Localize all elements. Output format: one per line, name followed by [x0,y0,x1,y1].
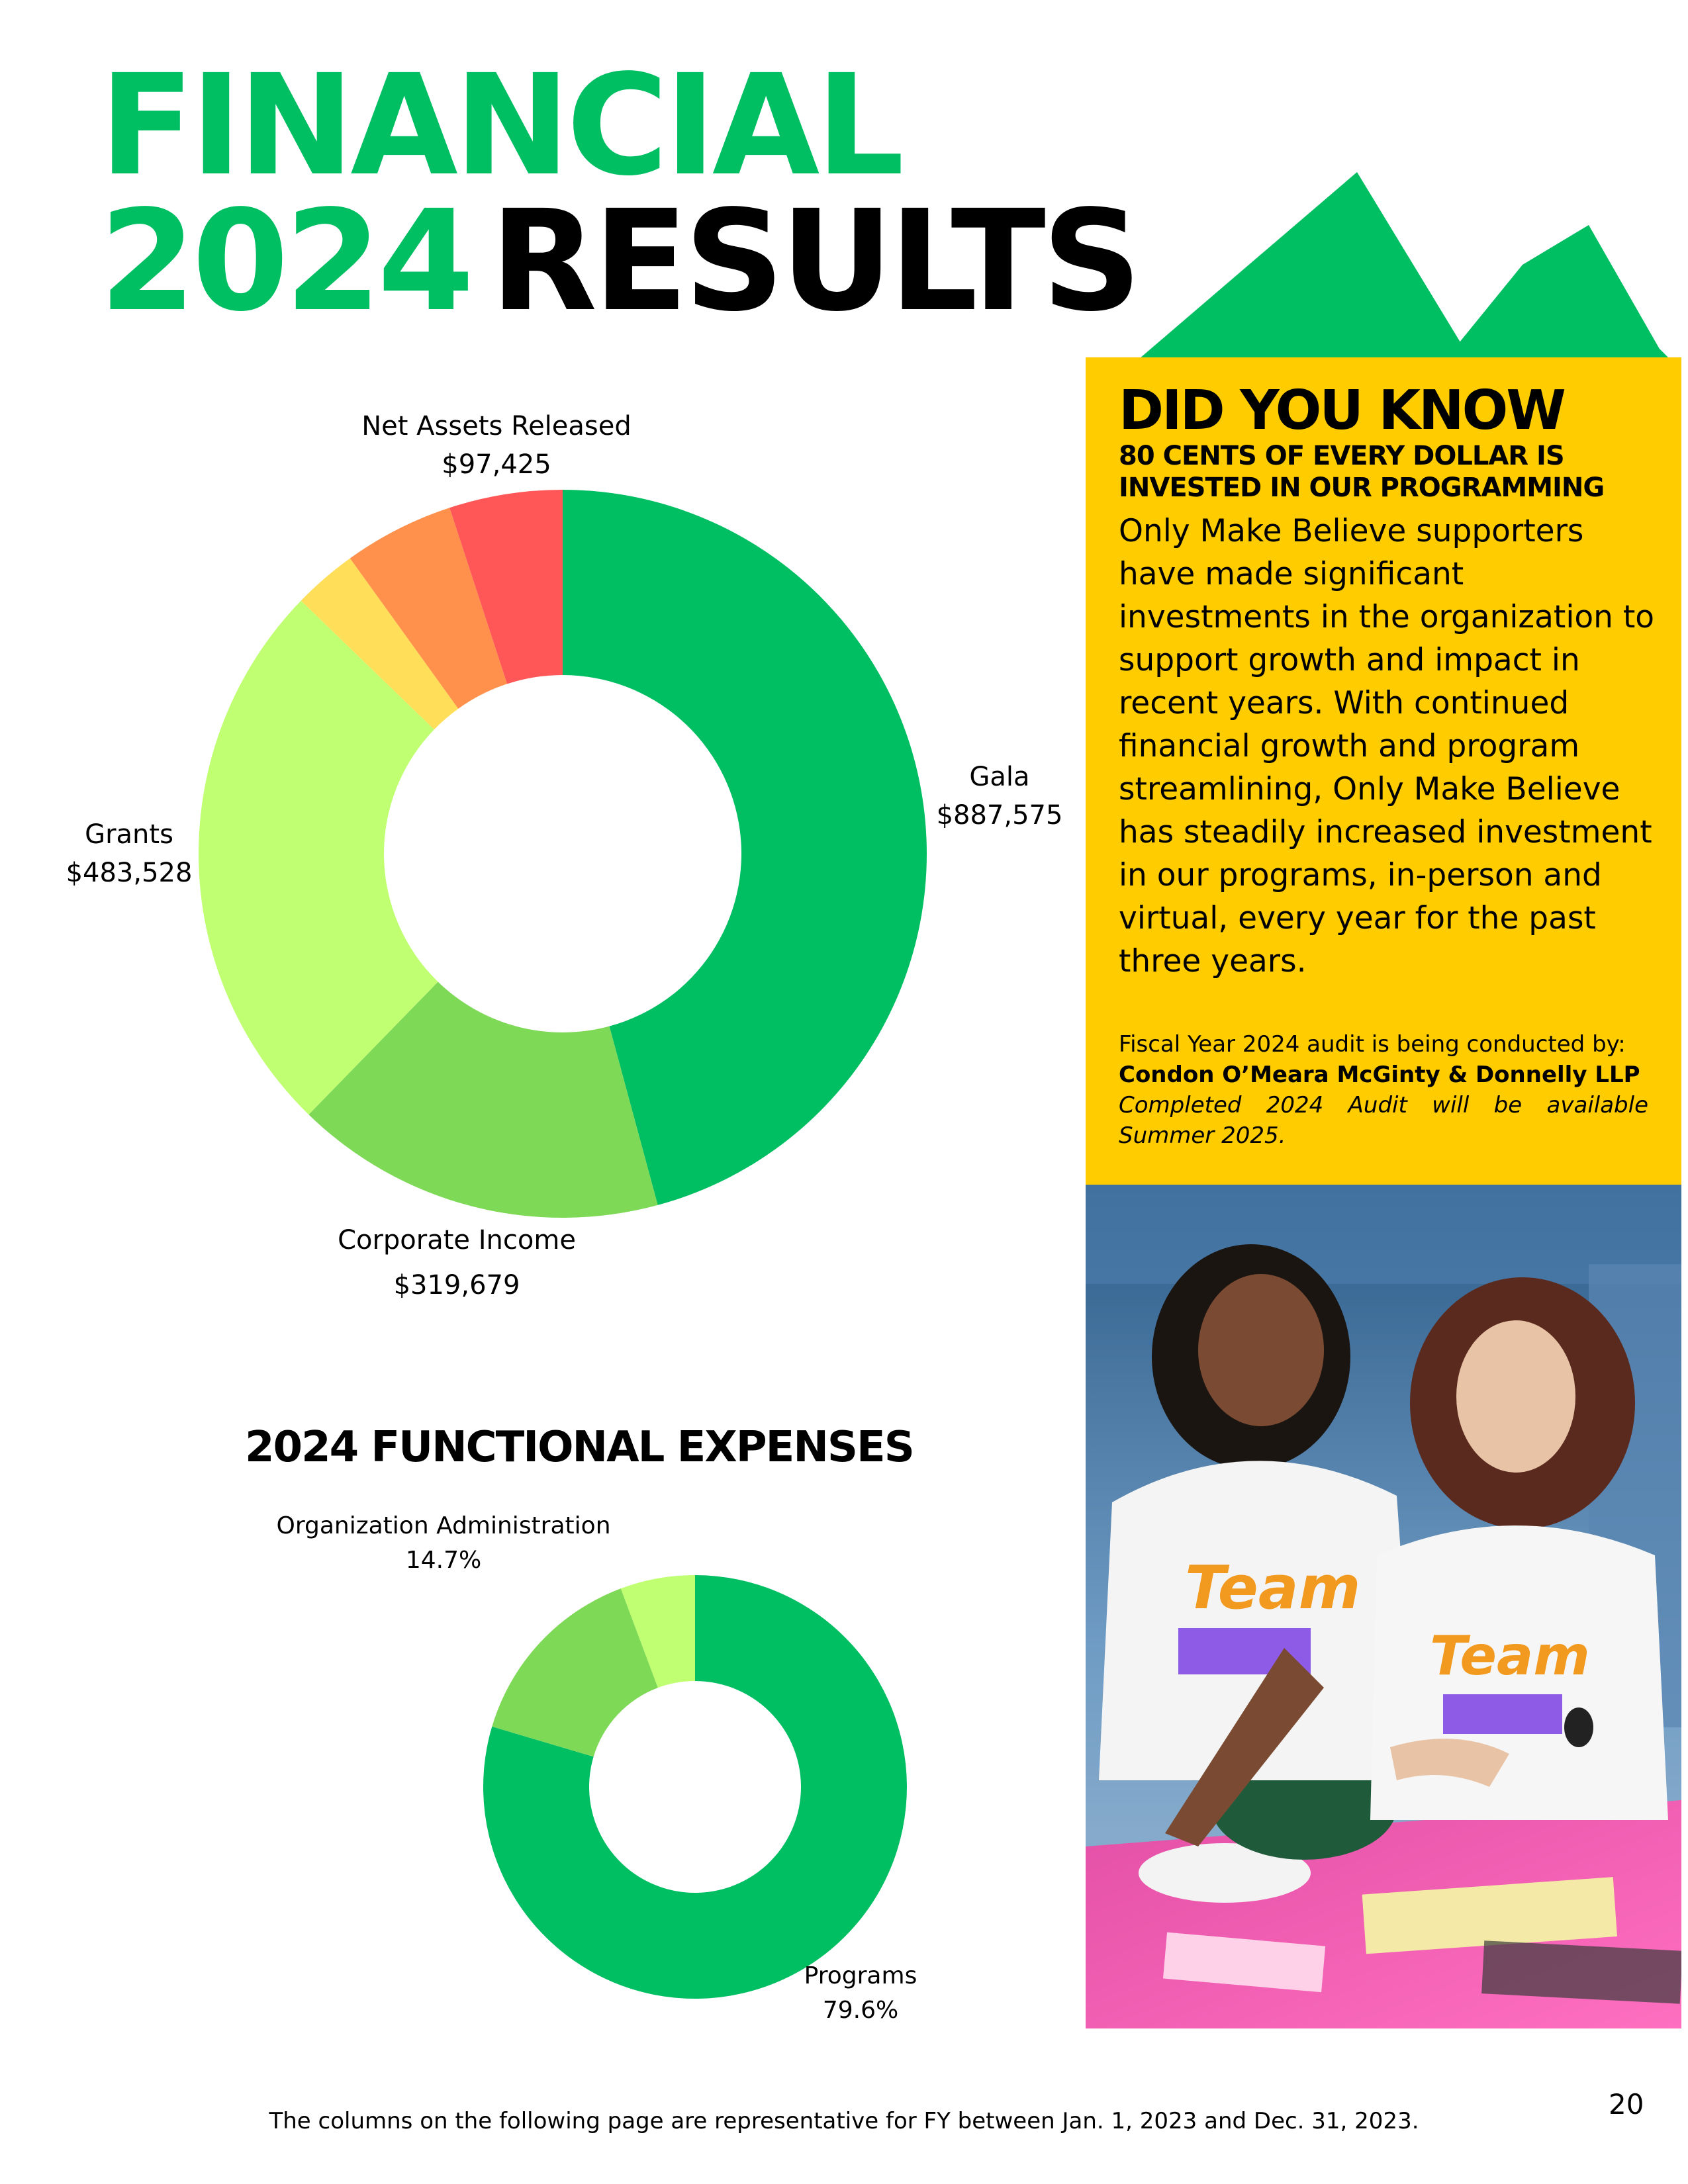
footer-note: The columns on the following page are representative for FY between Jan. 1, 2023 and Dec. 31, 2023. [269,2108,1419,2134]
net-assets-label [331,407,662,484]
audit-firm: Condon O’Meara McGinty & Donnelly LLP [1119,1062,1640,1088]
audit-intro: Fiscal Year 2024 audit is being conducted by: [1119,1031,1626,1058]
did-you-know-body: Only Make Believe supporters have made significant investments in the organization to support growth and impact in recent years. With continued financial growth and program streamlining, Only Make Believe has steadily increased investment in our programs, in-person and virtual, every year for the past three years. [1119,513,1655,979]
did-you-know-box [1086,357,1681,1185]
audit-note [1119,1029,1648,1151]
audit-completed: Completed 2024 Audit will be available Summer 2025. [1119,1092,1648,1149]
page-number: 20 [1609,2088,1644,2120]
shirt-text-2: Team [1430,1625,1590,1688]
grants-value: $483,528 [66,858,193,888]
corporate-income-label [285,1218,629,1308]
photo-illustration-icon [1086,1185,1681,2028]
title-year: 2024 [99,180,471,342]
programs-label [781,1959,940,2028]
gala-value: $887,575 [936,800,1063,831]
grants-name: Grants [85,819,173,850]
net-assets-name: Net Assets Released [361,411,632,441]
revenue-donut-chart [199,490,927,1218]
grants-label [53,815,205,892]
org-admin-name: Organization Administration [276,1512,611,1539]
gala-name: Gala [969,762,1030,792]
functional-expenses-title: 2024 FUNCTIONAL EXPENSES [245,1423,914,1472]
mountain-decoration-icon [1125,159,1681,371]
did-you-know-title: DID YOU KNOW [1119,379,1564,442]
page-title-line1: FINANCIAL [99,44,901,206]
page-title-line2 [99,180,1138,342]
volunteers-photo [1086,1185,1681,2028]
programs-name: Programs [804,1962,917,1989]
title-results: RESULTS [490,180,1138,342]
corporate-income-value: $319,679 [393,1270,520,1300]
programs-value: 79.6% [822,1997,899,2024]
shirt-text-1: Team [1185,1553,1361,1623]
expenses-donut-chart [463,1555,927,2019]
net-assets-value: $97,425 [442,449,551,480]
did-you-know-subtitle: 80 CENTS OF EVERY DOLLAR IS INVESTED IN OUR PROGRAMMING [1119,441,1605,503]
gala-label [927,758,1072,835]
corporate-income-name: Corporate Income [338,1225,576,1255]
org-admin-value: 14.7% [405,1547,482,1574]
